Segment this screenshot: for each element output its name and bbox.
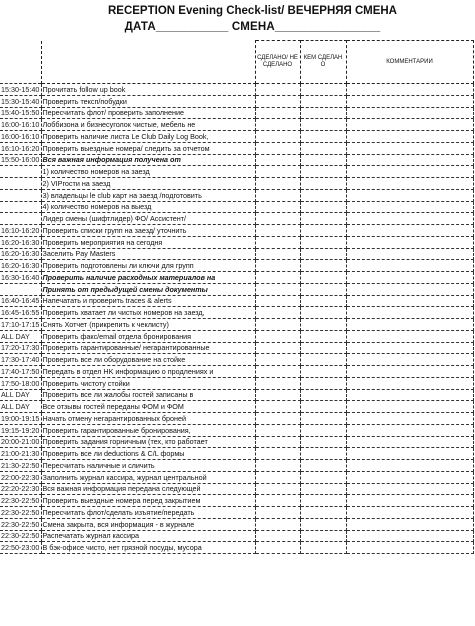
done-cell[interactable] xyxy=(255,436,300,448)
done-by-cell[interactable] xyxy=(300,201,346,213)
comment-cell[interactable] xyxy=(346,507,473,519)
task-text: Заселить Pay Masters xyxy=(41,248,255,260)
comment-cell[interactable] xyxy=(346,119,473,131)
task-time: 15:50-16:00 xyxy=(1,155,40,165)
comment-cell[interactable] xyxy=(346,225,473,237)
task-time: 16:20-16:30 xyxy=(1,261,40,271)
comment-cell[interactable] xyxy=(346,483,473,495)
comments-column-header: КОММЕНТАРИИ xyxy=(346,41,473,84)
task-time: 22:30-22:50 xyxy=(1,496,40,506)
comment-cell[interactable] xyxy=(346,248,473,260)
comment-cell[interactable] xyxy=(346,166,473,178)
task-time: 16:10-16:20 xyxy=(1,225,40,235)
table-row xyxy=(0,166,473,178)
task-text: Проверить факс/email отдела бронирования xyxy=(41,330,255,342)
done-cell[interactable] xyxy=(255,471,300,483)
done-cell[interactable] xyxy=(255,413,300,425)
task-time xyxy=(0,166,41,178)
done-by-cell[interactable] xyxy=(300,131,346,143)
done-cell[interactable] xyxy=(255,389,300,401)
done-by-cell[interactable] xyxy=(300,495,346,507)
done-cell[interactable] xyxy=(255,424,300,436)
done-cell[interactable] xyxy=(255,319,300,331)
comment-cell[interactable] xyxy=(346,530,473,542)
table-row xyxy=(0,154,473,166)
table-row xyxy=(0,483,473,495)
task-text: Проверить наличие расходных материалов на xyxy=(41,272,255,284)
done-by-cell[interactable] xyxy=(300,366,346,378)
done-by-cell[interactable] xyxy=(300,424,346,436)
date-shift-line: ДАТА___________ СМЕНА________________ xyxy=(124,21,381,33)
done-cell[interactable] xyxy=(255,283,300,295)
table-row xyxy=(0,295,473,307)
comment-cell[interactable] xyxy=(346,401,473,413)
task-text: Проверить хватает ли чистых номеров на заезд, xyxy=(41,307,255,319)
done-cell[interactable] xyxy=(255,248,300,260)
done-by-cell[interactable] xyxy=(300,342,346,354)
comment-cell[interactable] xyxy=(346,178,473,190)
done-cell[interactable] xyxy=(255,542,300,554)
task-time: 22:30-22:50 xyxy=(1,531,40,541)
table-row xyxy=(0,319,473,331)
task-text: Снять Хотчет (прикрепить к чеклисту) xyxy=(41,319,255,331)
table-row xyxy=(0,448,473,460)
done-cell[interactable] xyxy=(255,189,300,201)
done-by-cell[interactable] xyxy=(300,413,346,425)
task-text: Проверить все ли жалобы гостей записаны в xyxy=(41,389,255,401)
table-row xyxy=(0,248,473,260)
done-by-cell[interactable] xyxy=(300,483,346,495)
done-by-cell[interactable] xyxy=(300,319,346,331)
comment-cell[interactable] xyxy=(346,131,473,143)
done-cell[interactable] xyxy=(255,401,300,413)
task-text: Проверить задания горничным (тех, кто работает xyxy=(41,436,255,448)
done-column-header: СДЕЛАНО/ НЕ СДЕЛАНО xyxy=(255,41,300,84)
task-time: 15:30-15:40 xyxy=(1,96,40,106)
task-text: Вся важная информация передана следующей xyxy=(41,483,255,495)
table-row xyxy=(0,471,473,483)
task-time: 16:00-16:10 xyxy=(1,131,40,141)
task-time: 19:15-19:20 xyxy=(1,425,40,435)
comment-cell[interactable] xyxy=(346,330,473,342)
task-time: 21:30-22:50 xyxy=(1,460,40,470)
done-by-cell[interactable] xyxy=(300,542,346,554)
table-row xyxy=(0,95,473,107)
done-cell[interactable] xyxy=(255,530,300,542)
done-by-cell[interactable] xyxy=(300,189,346,201)
done-by-cell[interactable] xyxy=(300,248,346,260)
task-time: 17:20-17:30 xyxy=(1,343,40,353)
task-text: Пересчитать флот/ проверить заполнение xyxy=(41,107,255,119)
task-time: 22:20-22:30 xyxy=(1,484,40,494)
table-row xyxy=(0,424,473,436)
table-row xyxy=(0,119,473,131)
table-row xyxy=(0,236,473,248)
task-text: Проверить выездные номера перед закрытием xyxy=(41,495,255,507)
done-by-cell[interactable] xyxy=(300,401,346,413)
comment-cell[interactable] xyxy=(346,354,473,366)
page-title: RECEPTION Evening Check-list/ ВЕЧЕРНЯЯ СМЕНА xyxy=(107,5,397,17)
table-row xyxy=(0,142,473,154)
done-by-cell[interactable] xyxy=(300,213,346,225)
done-cell[interactable] xyxy=(255,507,300,519)
done-cell[interactable] xyxy=(255,142,300,154)
table-row xyxy=(0,84,473,96)
task-text: Заполнить журнал кассира, журнал центральной xyxy=(41,471,255,483)
done-cell[interactable] xyxy=(255,272,300,284)
comment-cell[interactable] xyxy=(346,342,473,354)
table-row xyxy=(0,530,473,542)
task-text: Вся важная информация получена от xyxy=(41,154,255,166)
table-row xyxy=(0,342,473,354)
task-text: 1) количество номеров на заезд xyxy=(41,166,255,178)
done-cell[interactable] xyxy=(255,342,300,354)
done-cell[interactable] xyxy=(255,366,300,378)
done-by-column-header: КЕМ СДЕЛАН О xyxy=(300,41,346,84)
comment-cell[interactable] xyxy=(346,319,473,331)
task-time: ALL DAY xyxy=(0,330,41,342)
header-row xyxy=(0,41,473,84)
task-text: Распечатать журнал кассира xyxy=(41,530,255,542)
done-by-cell[interactable] xyxy=(300,354,346,366)
done-cell[interactable] xyxy=(255,354,300,366)
done-by-cell[interactable] xyxy=(300,154,346,166)
task-time xyxy=(0,213,41,225)
done-by-cell[interactable] xyxy=(300,166,346,178)
table-row xyxy=(0,107,473,119)
task-text: 3) владельцы le club карт на заезд /подготовить xyxy=(41,189,255,201)
task-text: Прочитать follow up book xyxy=(41,84,255,96)
task-time: ALL DAY xyxy=(0,389,41,401)
comment-cell[interactable] xyxy=(346,366,473,378)
done-by-cell[interactable] xyxy=(300,460,346,472)
task-text: Пересчитать наличные и сличить xyxy=(41,460,255,472)
comment-cell[interactable] xyxy=(346,495,473,507)
task-column-header xyxy=(41,41,255,84)
comment-cell[interactable] xyxy=(346,84,473,96)
task-time: 17:30-17:40 xyxy=(1,355,40,365)
done-by-cell[interactable] xyxy=(300,142,346,154)
task-text: Начать отмену негарантированных броней xyxy=(41,413,255,425)
done-cell[interactable] xyxy=(255,483,300,495)
comment-cell[interactable] xyxy=(346,95,473,107)
done-by-cell[interactable] xyxy=(300,272,346,284)
done-cell[interactable] xyxy=(255,107,300,119)
task-text: Все отзывы гостей переданы ФОМ и ФОМ xyxy=(41,401,255,413)
task-text: Лоббизона и бизнесуголок чистые, мебель не xyxy=(41,119,255,131)
table-row xyxy=(0,272,473,284)
task-text: Лидер смены (шифтлидер) ФО/ Ассистент/ xyxy=(41,213,255,225)
task-text: Проверить списки групп на заезд/ уточнить xyxy=(41,225,255,237)
task-time: 16:10-16:20 xyxy=(1,143,40,153)
done-by-cell[interactable] xyxy=(300,448,346,460)
task-text: Принять от предыдущей смены документы xyxy=(41,283,255,295)
task-text: 4) количество номеров на выезд xyxy=(41,201,255,213)
table-row xyxy=(0,413,473,425)
done-cell[interactable] xyxy=(255,518,300,530)
comment-cell[interactable] xyxy=(346,307,473,319)
done-cell[interactable] xyxy=(255,307,300,319)
done-cell[interactable] xyxy=(255,131,300,143)
comment-cell[interactable] xyxy=(346,154,473,166)
task-time: 22:30-22:50 xyxy=(1,519,40,529)
task-time: 16:45-16:55 xyxy=(1,308,40,318)
table-row xyxy=(0,460,473,472)
task-time: 17:40-17:50 xyxy=(1,366,40,376)
task-time: 15:40-15:50 xyxy=(1,108,40,118)
table-row xyxy=(0,401,473,413)
done-by-cell[interactable] xyxy=(300,95,346,107)
task-time: ALL DAY xyxy=(0,401,41,413)
table-row xyxy=(0,178,473,190)
table-row xyxy=(0,189,473,201)
comment-cell[interactable] xyxy=(346,471,473,483)
comment-cell[interactable] xyxy=(346,542,473,554)
task-text: 2) VIPгости на заезд xyxy=(41,178,255,190)
table-row xyxy=(0,507,473,519)
table-row xyxy=(0,307,473,319)
comment-cell[interactable] xyxy=(346,189,473,201)
task-text: Проверить тексп/побудки xyxy=(41,95,255,107)
task-time xyxy=(0,189,41,201)
done-by-cell[interactable] xyxy=(300,178,346,190)
done-by-cell[interactable] xyxy=(300,389,346,401)
done-by-cell[interactable] xyxy=(300,225,346,237)
checklist-body xyxy=(0,41,473,554)
task-time: 22:30-22:50 xyxy=(1,507,40,517)
comment-cell[interactable] xyxy=(346,413,473,425)
task-time: 22:50-23:00 xyxy=(1,543,40,553)
task-text: Проверить подготовлены ли ключи для групп xyxy=(41,260,255,272)
done-by-cell[interactable] xyxy=(300,295,346,307)
done-cell[interactable] xyxy=(255,295,300,307)
done-by-cell[interactable] xyxy=(300,471,346,483)
done-by-cell[interactable] xyxy=(300,236,346,248)
done-by-cell[interactable] xyxy=(300,530,346,542)
done-cell[interactable] xyxy=(255,154,300,166)
table-row xyxy=(0,495,473,507)
task-text: Проверить выездные номера/ следить за отчетом xyxy=(41,142,255,154)
table-row xyxy=(0,213,473,225)
table-row xyxy=(0,283,473,295)
table-row xyxy=(0,131,473,143)
done-cell[interactable] xyxy=(255,236,300,248)
comment-cell[interactable] xyxy=(346,436,473,448)
task-text: Передать в отдел HK информацию о продлениях и xyxy=(41,366,255,378)
done-cell[interactable] xyxy=(255,260,300,272)
table-row xyxy=(0,354,473,366)
task-text: Проверить гарантированные/ негарантированные xyxy=(41,342,255,354)
task-time xyxy=(0,201,41,213)
task-text: Смена закрыта, вся информация - в журнале xyxy=(41,518,255,530)
task-text: Проверить все ли deductions & C/L формы xyxy=(41,448,255,460)
task-text: Напечатать и проверить traces & alerts xyxy=(41,295,255,307)
comment-cell[interactable] xyxy=(346,272,473,284)
task-time: 16:20-16:30 xyxy=(1,237,40,247)
comment-cell[interactable] xyxy=(346,236,473,248)
comment-cell[interactable] xyxy=(346,389,473,401)
comment-cell[interactable] xyxy=(346,518,473,530)
task-time: 19:00-19:15 xyxy=(1,413,40,423)
done-by-cell[interactable] xyxy=(300,84,346,96)
done-by-cell[interactable] xyxy=(300,330,346,342)
table-row xyxy=(0,366,473,378)
task-time xyxy=(0,178,41,190)
done-by-cell[interactable] xyxy=(300,377,346,389)
done-cell[interactable] xyxy=(255,225,300,237)
comment-cell[interactable] xyxy=(346,295,473,307)
done-cell[interactable] xyxy=(255,495,300,507)
done-cell[interactable] xyxy=(255,178,300,190)
comment-cell[interactable] xyxy=(346,377,473,389)
done-cell[interactable] xyxy=(255,166,300,178)
done-by-cell[interactable] xyxy=(300,436,346,448)
task-text: В бэк-офисе чисто, нет грязной посуды, мусора xyxy=(41,542,255,554)
time-column-header xyxy=(0,41,41,84)
done-by-cell[interactable] xyxy=(300,260,346,272)
checklist-table xyxy=(0,40,474,554)
done-by-cell[interactable] xyxy=(300,119,346,131)
comment-cell[interactable] xyxy=(346,201,473,213)
task-time: 16:30-16:40 xyxy=(1,272,40,282)
task-time: 16:20-16:30 xyxy=(1,249,40,259)
task-time: 22:00-22:30 xyxy=(1,472,40,482)
task-time: 17:10-17:15 xyxy=(1,319,40,329)
task-time: 20:00-21:00 xyxy=(1,437,40,447)
task-time: 21:00-21:30 xyxy=(1,449,40,459)
done-cell[interactable] xyxy=(255,460,300,472)
task-time: 16:00-16:10 xyxy=(1,120,40,130)
table-row xyxy=(0,260,473,272)
done-cell[interactable] xyxy=(255,330,300,342)
done-by-cell[interactable] xyxy=(300,518,346,530)
comment-cell[interactable] xyxy=(346,283,473,295)
done-cell[interactable] xyxy=(255,95,300,107)
comment-cell[interactable] xyxy=(346,260,473,272)
done-cell[interactable] xyxy=(255,119,300,131)
done-by-cell[interactable] xyxy=(300,107,346,119)
table-row xyxy=(0,542,473,554)
table-row xyxy=(0,518,473,530)
table-row xyxy=(0,330,473,342)
comment-cell[interactable] xyxy=(346,424,473,436)
task-time: 17:50-18:00 xyxy=(1,378,40,388)
table-row xyxy=(0,436,473,448)
done-cell[interactable] xyxy=(255,84,300,96)
table-row xyxy=(0,389,473,401)
done-cell[interactable] xyxy=(255,448,300,460)
table-row xyxy=(0,201,473,213)
task-text: Пересчитать флот/сделать изъятие/передать xyxy=(41,507,255,519)
task-time xyxy=(0,283,41,295)
done-cell[interactable] xyxy=(255,377,300,389)
task-text: Проверить наличие листа Le Club Daily Log Book, xyxy=(41,131,255,143)
task-text: Проверить чистоту стойки xyxy=(41,377,255,389)
comment-cell[interactable] xyxy=(346,213,473,225)
task-text: Проверить гарантированные бронирования, xyxy=(41,424,255,436)
comment-cell[interactable] xyxy=(346,460,473,472)
done-by-cell[interactable] xyxy=(300,307,346,319)
done-by-cell[interactable] xyxy=(300,507,346,519)
task-text: Проверить мероприятия на сегодня xyxy=(41,236,255,248)
done-by-cell[interactable] xyxy=(300,283,346,295)
done-cell[interactable] xyxy=(255,201,300,213)
table-row xyxy=(0,377,473,389)
task-text: Проверить все ли оборудование на стойке xyxy=(41,354,255,366)
comment-cell[interactable] xyxy=(346,142,473,154)
task-time: 16:40-16:45 xyxy=(1,296,40,306)
task-time: 15:30-15:40 xyxy=(1,84,40,94)
done-cell[interactable] xyxy=(255,213,300,225)
comment-cell[interactable] xyxy=(346,107,473,119)
table-row xyxy=(0,225,473,237)
comment-cell[interactable] xyxy=(346,448,473,460)
